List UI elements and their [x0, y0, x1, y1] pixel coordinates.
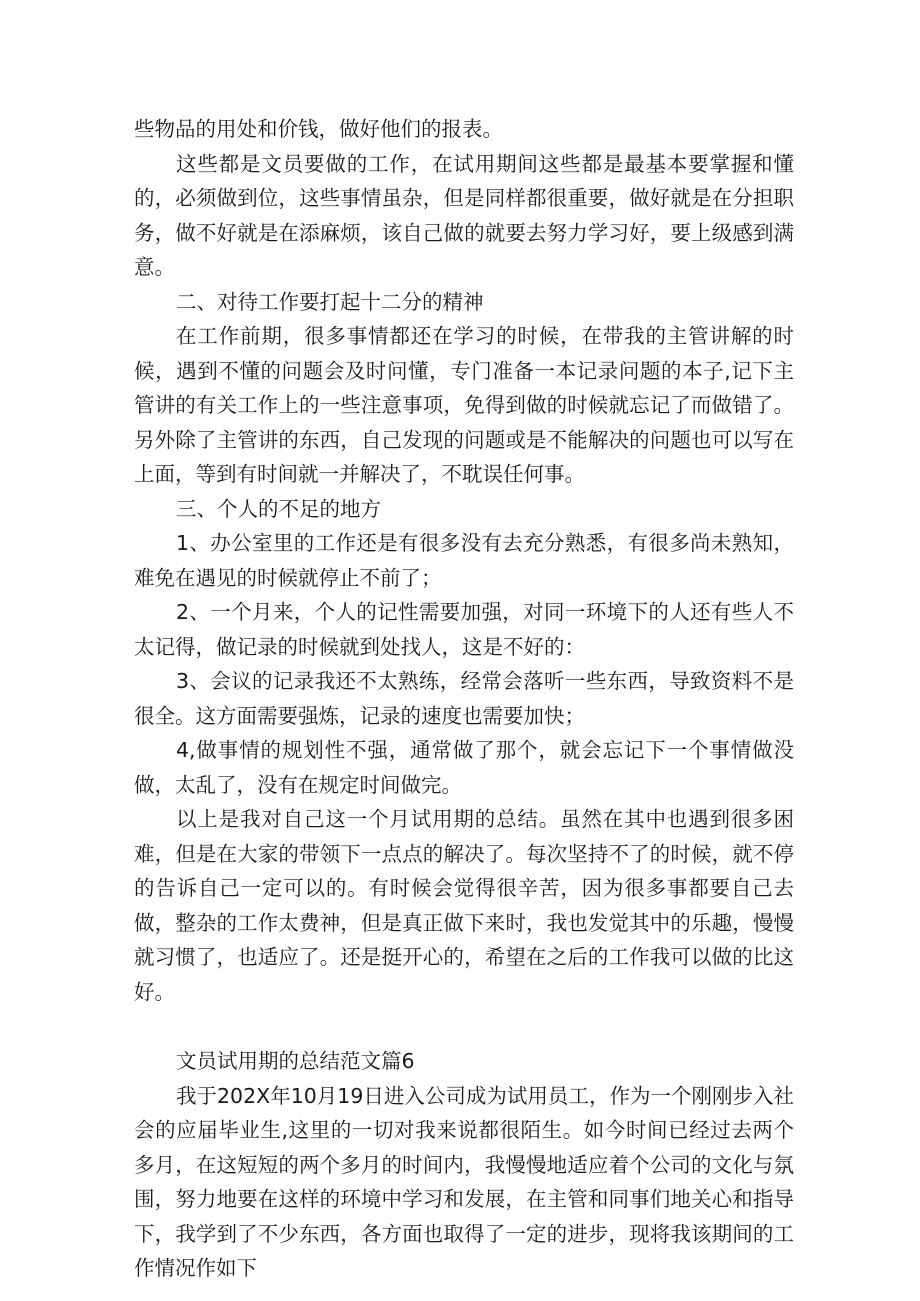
- heading-three: 三、个人的不足的地方: [176, 496, 381, 521]
- section-title: 文员试用期的总结范文篇6: [176, 1049, 415, 1073]
- list-item-3: 3、会议的记录我还不太熟练，经常会落听一些东西，导致资料不是很全。这方面需要强炼，记录的速度也需要加快；: [134, 669, 794, 728]
- list-item-1: 1、办公室里的工作还是有很多没有去充分熟悉，有很多尚未熟知，难免在遇见的时候就停止不前了；: [134, 531, 794, 590]
- heading-two: 二、对待工作要打起十二分的精神: [176, 289, 484, 314]
- paragraph-3: 在工作前期，很多事情都还在学习的时候，在带我的主管讲解的时候，遇到不懂的问题会及时问懂，专门准备一本记录问题的本子,记下主管讲的有关工作上的一些注意事项，免得到做的时候就忘记了而做错了。另外除了主管讲的东西，自己发现的问题或是不能解决的问题也可以写在上面，等到有时间就一并解决了，不耽误任何事。: [134, 324, 794, 486]
- list-item-2: 2、一个月来，个人的记性需要加强，对同一环境下的人还有些人不太记得，做记录的时候就到处找人，这是不好的：: [134, 600, 794, 659]
- document-body: [134, 112, 794, 1286]
- summary-paragraph: 以上是我对自己这一个月试用期的总结。虽然在其中也遇到很多困难，但是在大家的带领下一点点的解决了。每次坚持不了的时候，就不停的告诉自己一定可以的。有时候会觉得很辛苦，因为很多事都要自己去做，整杂的工作太费神，但是真正做下来时，我也发觉其中的乐趣，慢慢就习惯了，也适应了。还是挺开心的，希望在之后的工作我可以做的比这好。: [134, 807, 794, 1004]
- list-item-4: 4,做事情的规划性不强，通常做了那个，就会忘记下一个事情做没做，太乱了，没有在规定时间做完。: [134, 738, 794, 797]
- paragraph-2: 这些都是文员要做的工作，在试用期间这些都是最基本要掌握和懂的，必须做到位，这些事情虽杂，但是同样都很重要，做好就是在分担职务，做不好就是在添麻烦，该自己做的就要去努力学习好，要上级感到满意。: [134, 151, 794, 279]
- intro-paragraph: 我于202X年10月19日进入公司成为试用员工，作为一个刚刚步入社会的应届毕业生,这里的一切对我来说都很陌生。如今时间已经过去两个多月，在这短短的两个多月的时间内，我慢慢地适应着个公司的文化与氛围，努力地要在这样的环境中学习和发展，在主管和同事们地关心和指导下，我学到了不少东西，各方面也取得了一定的进步，现将我该期间的工作情况作如下: [134, 1083, 794, 1280]
- paragraph-1: 些物品的用处和价钱，做好他们的报表。: [134, 117, 503, 141]
